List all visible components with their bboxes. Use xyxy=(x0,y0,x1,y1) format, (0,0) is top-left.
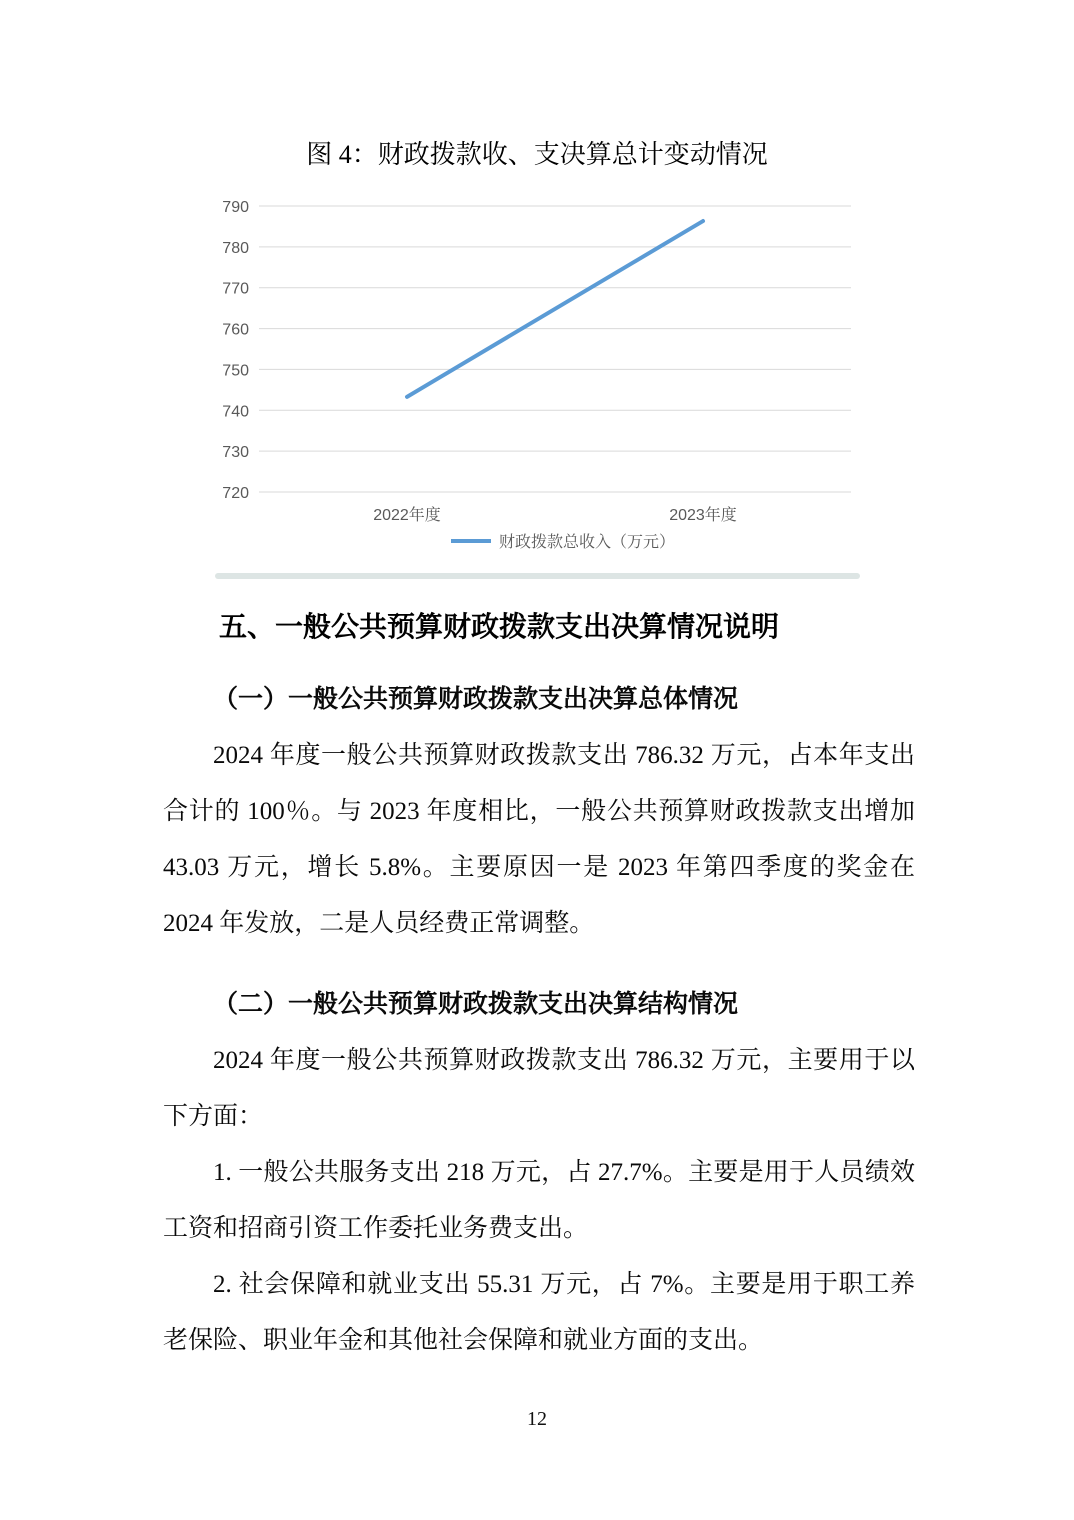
list-item-social-security: 2. 社会保障和就业支出 55.31 万元，占 7%。主要是用于职工养老保险、职业年金和其他社会保障和就业方面的支出。 xyxy=(163,1271,915,1354)
y-tick-label: 740 xyxy=(222,403,249,421)
data-line-total-income xyxy=(407,221,703,397)
body-content xyxy=(163,607,915,1369)
section-heading: 五、一般公共预算财政拨款支出决算情况说明 xyxy=(219,611,780,642)
figure4-chart-svg xyxy=(213,192,865,564)
y-tick-label: 760 xyxy=(222,321,249,339)
figure4-title: 图 4：财政拨款收、支决算总计变动情况 xyxy=(306,140,768,169)
y-tick-label: 770 xyxy=(222,280,249,298)
x-tick-label: 2022年度 xyxy=(373,507,441,524)
paragraph-overall-situation: 2024 年度一般公共预算财政拨款支出 786.32 万元，占本年支出合计的 100％。与 2023 年度相比，一般公共预算财政拨款支出增加 43.03 万元，增长 5.8%。主要原因一是 2023 年第四季度的奖金在 2024 年发放，二是人员经费正常调整。 xyxy=(163,742,915,937)
legend-label: 财政拨款总收入（万元） xyxy=(499,534,676,551)
x-tick-label: 2023年度 xyxy=(669,507,737,524)
chart-bottom-bar xyxy=(215,573,860,579)
y-tick-label: 720 xyxy=(222,485,249,502)
figure4-chart xyxy=(213,192,865,564)
y-tick-label: 750 xyxy=(222,362,249,380)
y-tick-label: 730 xyxy=(222,444,249,462)
y-tick-label: 790 xyxy=(222,199,249,216)
y-tick-label: 780 xyxy=(222,239,249,257)
list-item-general-public-services: 1. 一般公共服务支出 218 万元，占 27.7%。主要是用于人员绩效工资和招商引资工作委托业务费支出。 xyxy=(163,1159,915,1242)
subsection-2-heading: （二）一般公共预算财政拨款支出决算结构情况 xyxy=(213,991,739,1018)
subsection-1-heading: （一）一般公共预算财政拨款支出决算总体情况 xyxy=(213,686,739,713)
paragraph-structure-intro: 2024 年度一般公共预算财政拨款支出 786.32 万元，主要用于以下方面： xyxy=(163,1047,915,1130)
page-number: 12 xyxy=(527,1408,547,1430)
